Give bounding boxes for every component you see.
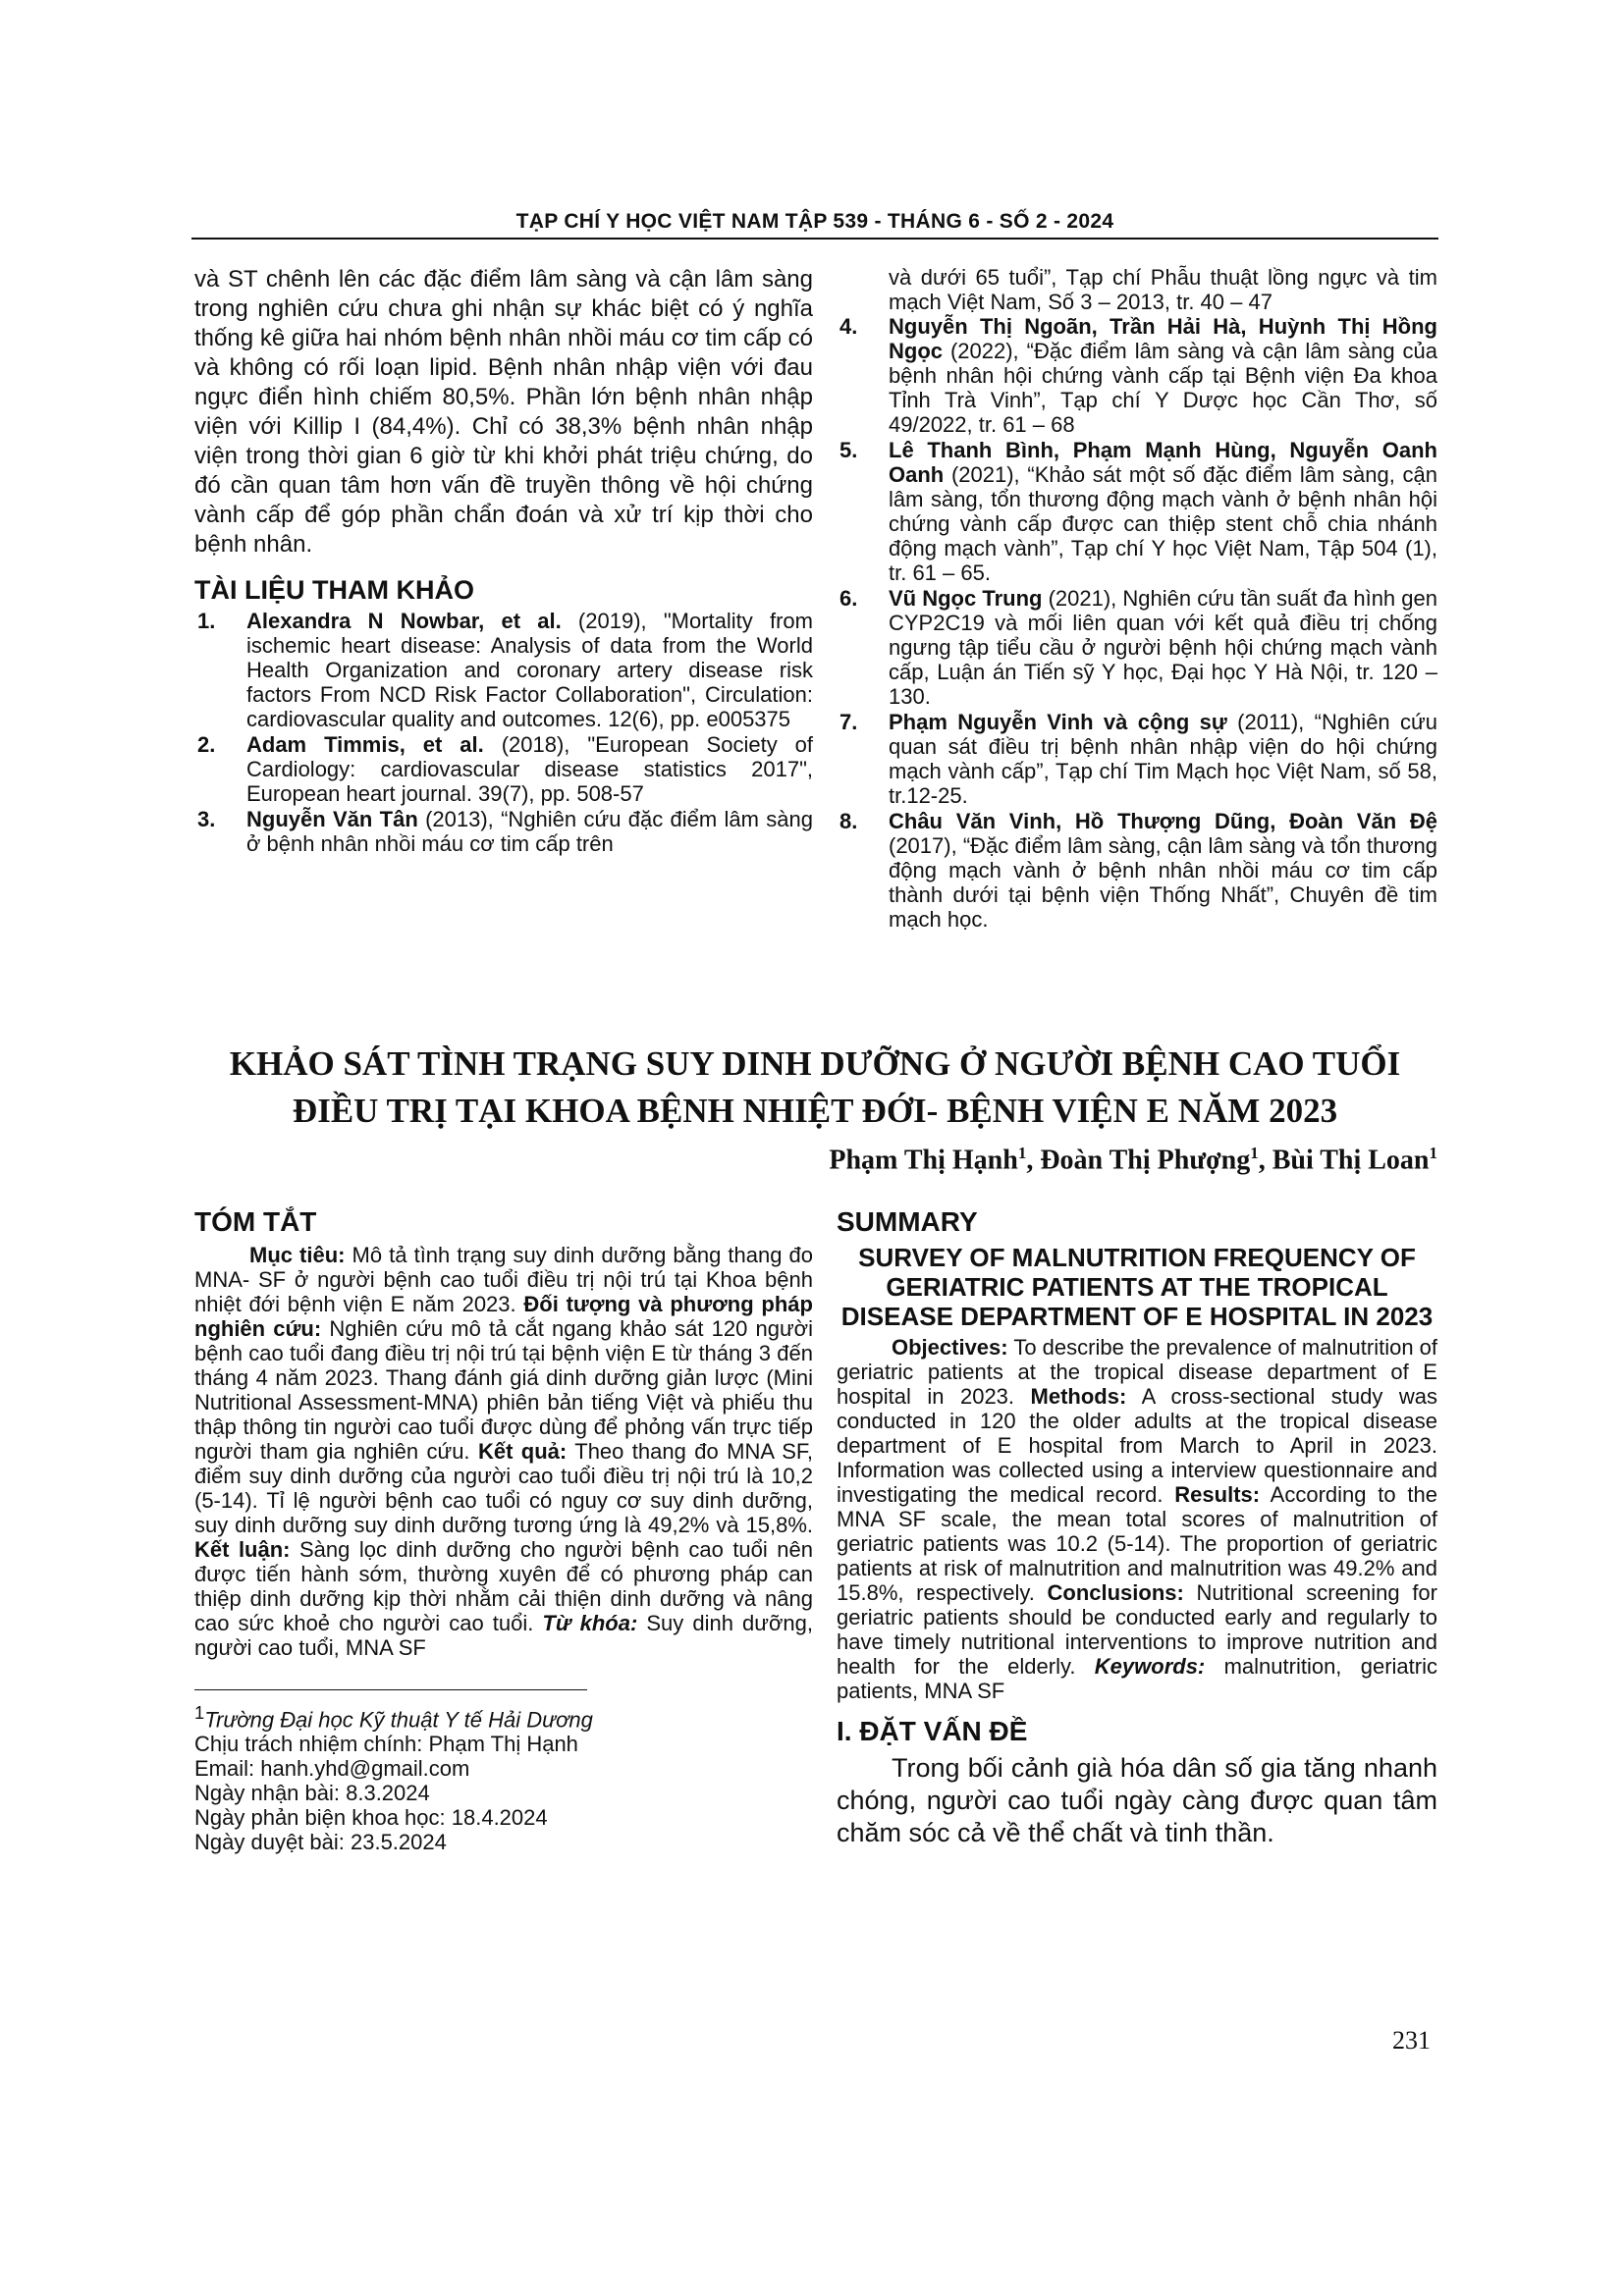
reference-body: (2022), “Đặc điểm lâm sàng và cận lâm sàng của bệnh nhân hội chứng vành cấp tại Bệnh viện Đa khoa Tỉnh Trà Vinh”, Tạp chí Y Dược học Cần Thơ, số 49/2022, tr. 61 – 68 <box>889 339 1437 437</box>
prev-article-conclusion: và ST chênh lên các đặc điểm lâm sàng và cận lâm sàng trong nghiên cứu chưa ghi nhận sự khác biệt có ý nghĩa thống kê giữa hai nhóm bệnh nhân nhồi máu cơ tim cấp có và không có rối loạn lipid. Bệnh nhân nhập viện với đau ngực điển hình chiếm 80,5%. Phần lớn bệnh nhân nhập viện với Killip I (84,4%). Chỉ có 38,3% bệnh nhân nhập viện trong thời gian 6 giờ từ khi khởi phát triệu chứng, do đó cần quan tâm hơn vấn đề truyền thông về hội chứng vành cấp để góp phần chẩn đoán và xử trí kịp thời cho bệnh nhân. <box>194 266 813 558</box>
author-name: Bùi Thị Loan <box>1272 1145 1430 1176</box>
prev-article-right-column <box>837 265 1437 933</box>
article-title <box>167 1041 1463 1135</box>
en-conclusion-text: Nutritional screening for geriatric patients should be conducted early and regularly to have timely nutritional interventions to improve nutrition and health for the elderly. <box>837 1580 1437 1679</box>
page-number: 231 <box>1392 2026 1431 2055</box>
article-authors <box>829 1144 1437 1176</box>
reference-number: 3. <box>197 807 216 831</box>
reference-authors: Phạm Nguyễn Vinh và cộng sự <box>889 710 1227 734</box>
author-name: Phạm Thị Hạnh <box>829 1145 1018 1176</box>
vn-results-label: Kết quả: <box>477 1439 568 1464</box>
vn-methods-label: Đối tượng và phương pháp nghiên cứu: <box>194 1292 813 1341</box>
intro-text: Trong bối cảnh già hóa dân số gia tăng nhanh chóng, người cao tuổi ngày càng được quan tâm chăm sóc cả về thể chất và tinh thần. <box>837 1753 1437 1847</box>
reference-authors: Vũ Ngọc Trung <box>889 586 1043 611</box>
reference-item <box>837 710 1437 808</box>
author-name: Đoàn Thị Phượng <box>1040 1145 1251 1176</box>
references-heading: TÀI LIỆU THAM KHẢO <box>194 575 474 605</box>
vn-results-text: Theo thang đo MNA SF, điểm suy dinh dưỡng của người cao tuổi điều trị nội trú là 10,2 (5-14). Tỉ lệ người bệnh cao tuổi có nguy cơ suy dinh dưỡng, suy dinh dưỡng suy dinh dưỡng tương ứng là 49,2% và 15,8%. <box>194 1439 814 1537</box>
en-methods-label: Methods: <box>1030 1384 1127 1409</box>
footnote-accepted: Ngày duyệt bài: 23.5.2024 <box>194 1830 447 1855</box>
intro-heading: I. ĐẶT VẤN ĐỀ <box>837 1716 1028 1746</box>
en-results-text: According to the MNA SF scale, the mean total scores of malnutrition of geriatric patients was 10.2 (5-14). The proportion of geriatric patients at risk of malnutrition and malnutrition was 49.2% and 15.8%, respectively. <box>837 1482 1437 1605</box>
reference-authors: Châu Văn Vinh, Hồ Thượng Dũng, Đoàn Văn Đệ <box>889 809 1437 833</box>
reference-body: (2018), "European Society of Cardiology: cardiovascular disease statistics 2017", European heart journal. 39(7), pp. 508-57 <box>246 732 813 806</box>
en-abstract-heading: SUMMARY <box>837 1206 978 1237</box>
article-title-line: KHẢO SÁT TÌNH TRẠNG SUY DINH DƯỠNG Ở NGƯỜI BỆNH CAO TUỔI <box>229 1044 1401 1083</box>
reference-item <box>194 732 813 806</box>
author-separator: , <box>1026 1145 1041 1176</box>
reference-item <box>837 809 1437 932</box>
en-abstract-body <box>837 1335 1437 1703</box>
reference-body: (2019), "Mortality from ischemic heart disease: Analysis of data from the World Health Organization and coronary artery disease risk factors From NCD Risk Factor Collaboration", Circulation: cardiovascular quality and outcomes. 12(6), pp. e005375 <box>246 609 813 731</box>
footnote-affiliation <box>194 1700 813 1732</box>
en-article-title: SURVEY OF MALNUTRITION FREQUENCY OF GERIATRIC PATIENTS AT THE TROPICAL DISEASE DEPARTMENT OF E HOSPITAL IN 2023 <box>840 1243 1434 1331</box>
reference-authors: Nguyễn Văn Tân <box>246 807 418 831</box>
reference-body: (2013), “Nghiên cứu đặc điểm lâm sàng ở bệnh nhân nhồi máu cơ tim cấp trên <box>246 807 813 856</box>
reference-body: (2021), “Khảo sát một số đặc điểm lâm sàng, cận lâm sàng, tổn thương động mạch vành ở bệnh nhân hội chứng vành cấp được can thiệp stent chỗ chia nhánh động mạch vành”, Tạp chí Y học Việt Nam, Tập 504 (1), tr. 61 – 65. <box>889 462 1437 585</box>
reference-authors: Adam Timmis, et al. <box>246 732 484 757</box>
reference-number: 4. <box>839 314 858 339</box>
reference-number: 8. <box>839 809 858 833</box>
reference-body: (2017), “Đặc điểm lâm sàng, cận lâm sàng và tổn thương động mạch vành ở bệnh nhân nhồi máu cơ tim cấp thành dưới tại bệnh viện Thống Nhất”, Chuyên đề tim mạch học. <box>889 833 1437 932</box>
reference-authors: Alexandra N Nowbar, et al. <box>246 609 562 633</box>
en-keywords-text: malnutrition, geriatric patients, MNA SF <box>837 1654 1437 1703</box>
reference-number: 6. <box>839 586 858 611</box>
vn-keywords-text: Suy dinh dưỡng, người cao tuổi, MNA SF <box>194 1611 813 1660</box>
vn-abstract-body <box>194 1243 813 1660</box>
author-affiliation-mark: 1 <box>1250 1144 1259 1162</box>
reference-number: 7. <box>839 710 858 734</box>
author-affiliation-mark: 1 <box>1429 1144 1437 1162</box>
reference-body: (2021), Nghiên cứu tần suất đa hình gen CYP2C19 và mối liên quan với kết quả điều trị chống ngưng tập tiểu cầu ở người bệnh hội chứng mạch vành cấp, Luận án Tiến sỹ Y học, Đại học Y Hà Nội, tr. 120 – 130. <box>889 586 1437 709</box>
reference-number: 1. <box>197 609 216 633</box>
author-affiliation-mark: 1 <box>1017 1144 1027 1162</box>
en-objective-text: To describe the prevalence of malnutrition of geriatric patients at the tropical disease department of E hospital in 2023. <box>837 1335 1438 1409</box>
en-results-label: Results: <box>1174 1482 1261 1507</box>
footnote-affiliation-text: Trường Đại học Kỹ thuật Y tế Hải Dương <box>204 1707 593 1733</box>
en-conclusion-label: Conclusions: <box>1047 1580 1184 1605</box>
vn-objective-text: Mô tả tình trạng suy dinh dưỡng bằng thang đo MNA- SF ở người bệnh cao tuổi điều trị nội trú tại Khoa bệnh nhiệt đới bệnh viện E năm 2023. <box>194 1243 813 1316</box>
reference-item <box>837 438 1437 585</box>
footnote-reviewed: Ngày phản biện khoa học: 18.4.2024 <box>194 1805 548 1831</box>
reference-continuation: và dưới 65 tuổi”, Tạp chí Phẫu thuật lồng ngực và tim mạch Việt Nam, Số 3 – 2013, tr. 40 – 47 <box>889 265 1437 314</box>
reference-item <box>194 609 813 731</box>
author-separator: , <box>1258 1145 1272 1176</box>
article-title-line: ĐIỀU TRỊ TẠI KHOA BỆNH NHIỆT ĐỚI- BỆNH VIỆN E NĂM 2023 <box>292 1092 1338 1130</box>
en-abstract-column <box>837 1205 1437 1849</box>
vn-abstract-heading: TÓM TẮT <box>194 1206 317 1237</box>
vn-conclusion-text: Sàng lọc dinh dưỡng cho người bệnh cao tuổi nên được tiến hành sớm, thường xuyên để có phương pháp can thiệp dinh dưỡng kịp thời nhằm cải thiện dinh dưỡng và nâng cao sức khoẻ cho người cao tuổi. <box>194 1537 813 1635</box>
vn-methods-text: Nghiên cứu mô tả cắt ngang khảo sát 120 người bệnh cao tuổi đang điều trị nội trú tại bệnh viện E từ tháng 3 đến tháng 4 năm 2023. Thang đánh giá dinh dưỡng giản lược (Mini Nutritional Assessment-MNA) phiên bản tiếng Việt và phiếu thu thập thông tin người cao tuổi được dùng để phỏng vấn trực tiếp người tham gia nghiên cứu. <box>194 1316 813 1464</box>
vn-objective-label: Mục tiêu: <box>249 1243 346 1267</box>
footnote-received: Ngày nhận bài: 8.3.2024 <box>194 1781 430 1806</box>
reference-body: (2011), “Nghiên cứu quan sát điều trị bệnh nhân nhập viện do hội chứng mạch vành cấp”, Tạp chí Tim Mạch học Việt Nam, số 58, tr.12-25. <box>889 710 1437 808</box>
en-objective-label: Objectives: <box>892 1335 1008 1360</box>
footnote-rule <box>194 1689 587 1690</box>
prev-article-left-column <box>194 265 813 857</box>
reference-number: 5. <box>839 438 858 462</box>
header-rule <box>191 238 1438 240</box>
footnote-email: Email: hanh.yhd@gmail.com <box>194 1756 470 1782</box>
reference-item <box>837 314 1437 437</box>
vn-conclusion-label: Kết luận: <box>194 1537 291 1562</box>
reference-authors: Nguyễn Thị Ngoãn, Trần Hải Hà, Huỳnh Thị Hồng Ngọc <box>889 314 1437 363</box>
reference-item <box>837 586 1437 709</box>
vn-abstract-column <box>194 1205 813 1854</box>
footnote-affiliation-mark: 1 <box>194 1702 205 1723</box>
reference-number: 2. <box>197 732 216 757</box>
footnote-corresponding: Chịu trách nhiệm chính: Phạm Thị Hạnh <box>194 1732 578 1757</box>
en-methods-text: A cross-sectional study was conducted in 120 the older adults at the tropical disease department of E hospital from March to April in 2023. Information was collected using a interview questionnaire and investigating the medical record. <box>837 1384 1437 1507</box>
vn-keywords-label: Từ khóa: <box>542 1611 638 1635</box>
journal-header: TẠP CHÍ Y HỌC VIỆT NAM TẬP 539 - THÁNG 6 - SỐ 2 - 2024 <box>515 210 1114 233</box>
en-keywords-label: Keywords: <box>1094 1654 1206 1679</box>
reference-item <box>194 807 813 856</box>
reference-authors: Lê Thanh Bình, Phạm Mạnh Hùng, Nguyễn Oanh Oanh <box>889 438 1437 487</box>
